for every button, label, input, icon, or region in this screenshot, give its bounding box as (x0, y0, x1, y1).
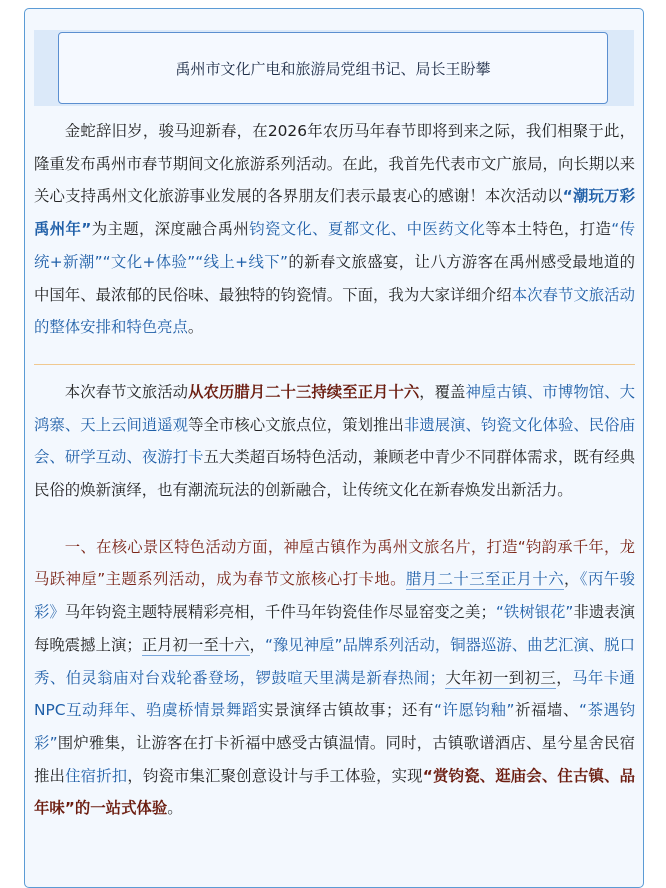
discount-highlight: 住宿折扣 (65, 766, 128, 785)
text: ， (249, 635, 265, 654)
text: ， (564, 570, 580, 589)
text: 五大类超百场特色活动，兼顾老中青少不同群体需求，既有经典民俗的焕新演绎，也有潮流玩法的创新融合，让传统文化在新春焕发出新活力。 (34, 448, 635, 500)
text: 的新春文旅盛宴，让八方游客在禹州感受最地道的中国年、最浓郁的民俗味、最独特的钧瓷情。下面，我为大家详细介绍 (34, 252, 635, 304)
theme-highlight: “潮玩万彩禹州年” (34, 187, 635, 239)
text: 等本土特色，打造 (485, 220, 612, 239)
overview-highlight: 本次春节文旅活动的整体安排和特色亮点 (34, 285, 635, 337)
text: ， (556, 668, 573, 687)
text: 。 (167, 799, 183, 818)
culture-highlight: 钧瓷文化、夏都文化、中医药文化 (249, 220, 486, 239)
paragraph-intro (34, 115, 635, 344)
date-underline: 腊月二十三至正月十六 (405, 570, 565, 589)
date-range-highlight: 从农历腊月二十三持续至正月十六 (188, 382, 420, 401)
speaker-title-box (58, 32, 608, 104)
exhibit-name: 《丙午骏彩》 (34, 570, 635, 622)
text: 为主题，深度融合禹州 (91, 220, 250, 239)
paragraph-core-scenic (34, 531, 635, 825)
tea-gathering-name: “茶遇钧彩” (34, 701, 635, 752)
text: 金蛇辞旧岁，骏马迎新春，在2026年农历马年春节即将到来之际，我们相聚于此，隆重发布禹州市春节期间文化旅游系列活动。在此，我首先代表市文广旅局，向长期以来关心支持禹州文化旅游事业发展的各界朋友们表示最衷心的感谢！本次活动以 (34, 122, 635, 206)
shenhou-highlight: 神垕古镇作为禹州文旅名片，打造“钧韵承千年，龙马跃神垕”主题系列活动，成为春节文旅核心打卡地。 (34, 537, 635, 589)
text: 实景演绎古镇故事；还有 (258, 701, 434, 720)
section-divider (34, 364, 635, 365)
text: 等全市核心文旅点位，策划推出 (188, 415, 404, 434)
spacer (34, 507, 635, 531)
performance-name: “铁树银花” (495, 603, 574, 622)
venues-highlight: 神垕古镇、市博物馆、大鸿寨、天上云间逍遥观 (34, 382, 635, 434)
brand-activities: 品牌系列活动，铜器巡游、曲艺汇演、脱口秀、伯灵翁庙对台戏轮番登场，锣鼓喧天里满是新春热闹； (34, 635, 635, 687)
date-underline: 大年初一到初三 (445, 668, 557, 687)
section-heading: 一、在核心景区特色活动方面， (64, 537, 284, 556)
article-content (34, 115, 635, 825)
brand-name: “豫见神垕” (264, 635, 343, 654)
date-underline: 正月初一至十六 (141, 635, 250, 654)
text: 马年钧瓷主题特展精彩亮相，千件马年钧瓷佳作尽显窑变之美； (64, 603, 496, 622)
text: 。 (187, 318, 204, 337)
paragraph-overview (34, 376, 635, 507)
text: 非遗表演每晚震撼上演； (34, 603, 635, 654)
activity-types-highlight: 非遗展演、钧瓷文化体验、民俗庙会、研学互动、夜游打卡 (34, 415, 635, 467)
text: 祈福墙、 (514, 701, 580, 720)
npc-highlight: 马年卡通NPC互动拜年、驺虞桥情景舞蹈 (34, 668, 635, 720)
text: 围炉雅集，让游客在打卡祈福中感受古镇温情。同时，古镇歌谱酒店、星兮星舍民宿推出 (34, 733, 635, 785)
one-stop-highlight: “赏钧瓷、逛庙会、住古镇、品年味”的一站式体验 (34, 766, 635, 818)
wish-wall-name: “许愿钧釉” (433, 701, 515, 720)
text: ，覆盖 (419, 382, 466, 401)
text: ，钧瓷市集汇聚创意设计与手工体验，实现 (127, 766, 423, 785)
speaker-title: 禹州市文化广电和旅游局党组书记、局长王盼攀 (175, 59, 491, 78)
text: 本次春节文旅活动 (64, 382, 189, 401)
slogan-highlight: “传统+新潮”“文化+体验”“线上+线下” (34, 220, 635, 271)
